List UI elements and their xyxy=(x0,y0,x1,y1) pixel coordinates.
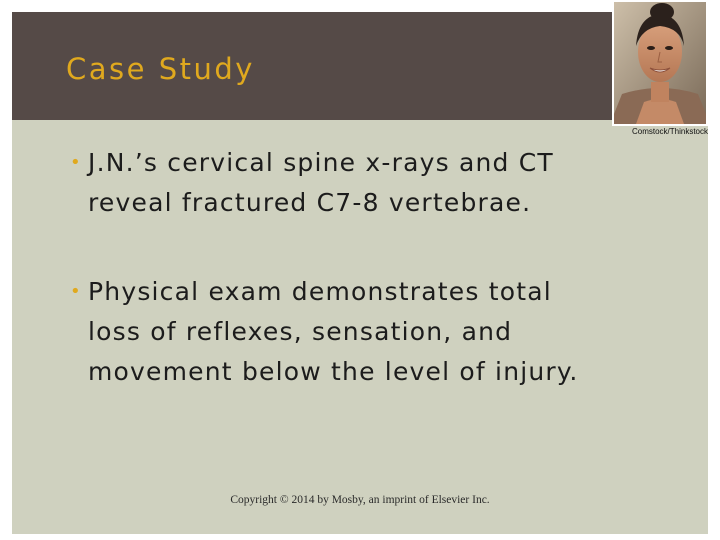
slide-title: Case Study xyxy=(66,52,255,86)
patient-photo xyxy=(614,2,706,124)
bullet-1-line-1: J.N.’s cervical spine x-rays and CT xyxy=(88,148,554,177)
bullet-2-line-3: movement below the level of injury. xyxy=(88,357,579,386)
photo-credit: Comstock/Thinkstock xyxy=(631,127,708,136)
bullet-1-line-2: reveal fractured C7-8 vertebrae. xyxy=(88,188,532,217)
bullet-item-2 xyxy=(70,272,700,392)
bullet-dot-icon: • xyxy=(70,281,82,302)
bullet-2-line-1: Physical exam demonstrates total xyxy=(88,277,552,306)
bullet-2-line-2: loss of reflexes, sensation, and xyxy=(88,317,513,346)
bullet-item-1 xyxy=(70,143,700,223)
copyright-footer: Copyright © 2014 by Mosby, an imprint of Elsevier Inc. xyxy=(230,494,490,506)
bullet-dot-icon: • xyxy=(70,152,82,173)
